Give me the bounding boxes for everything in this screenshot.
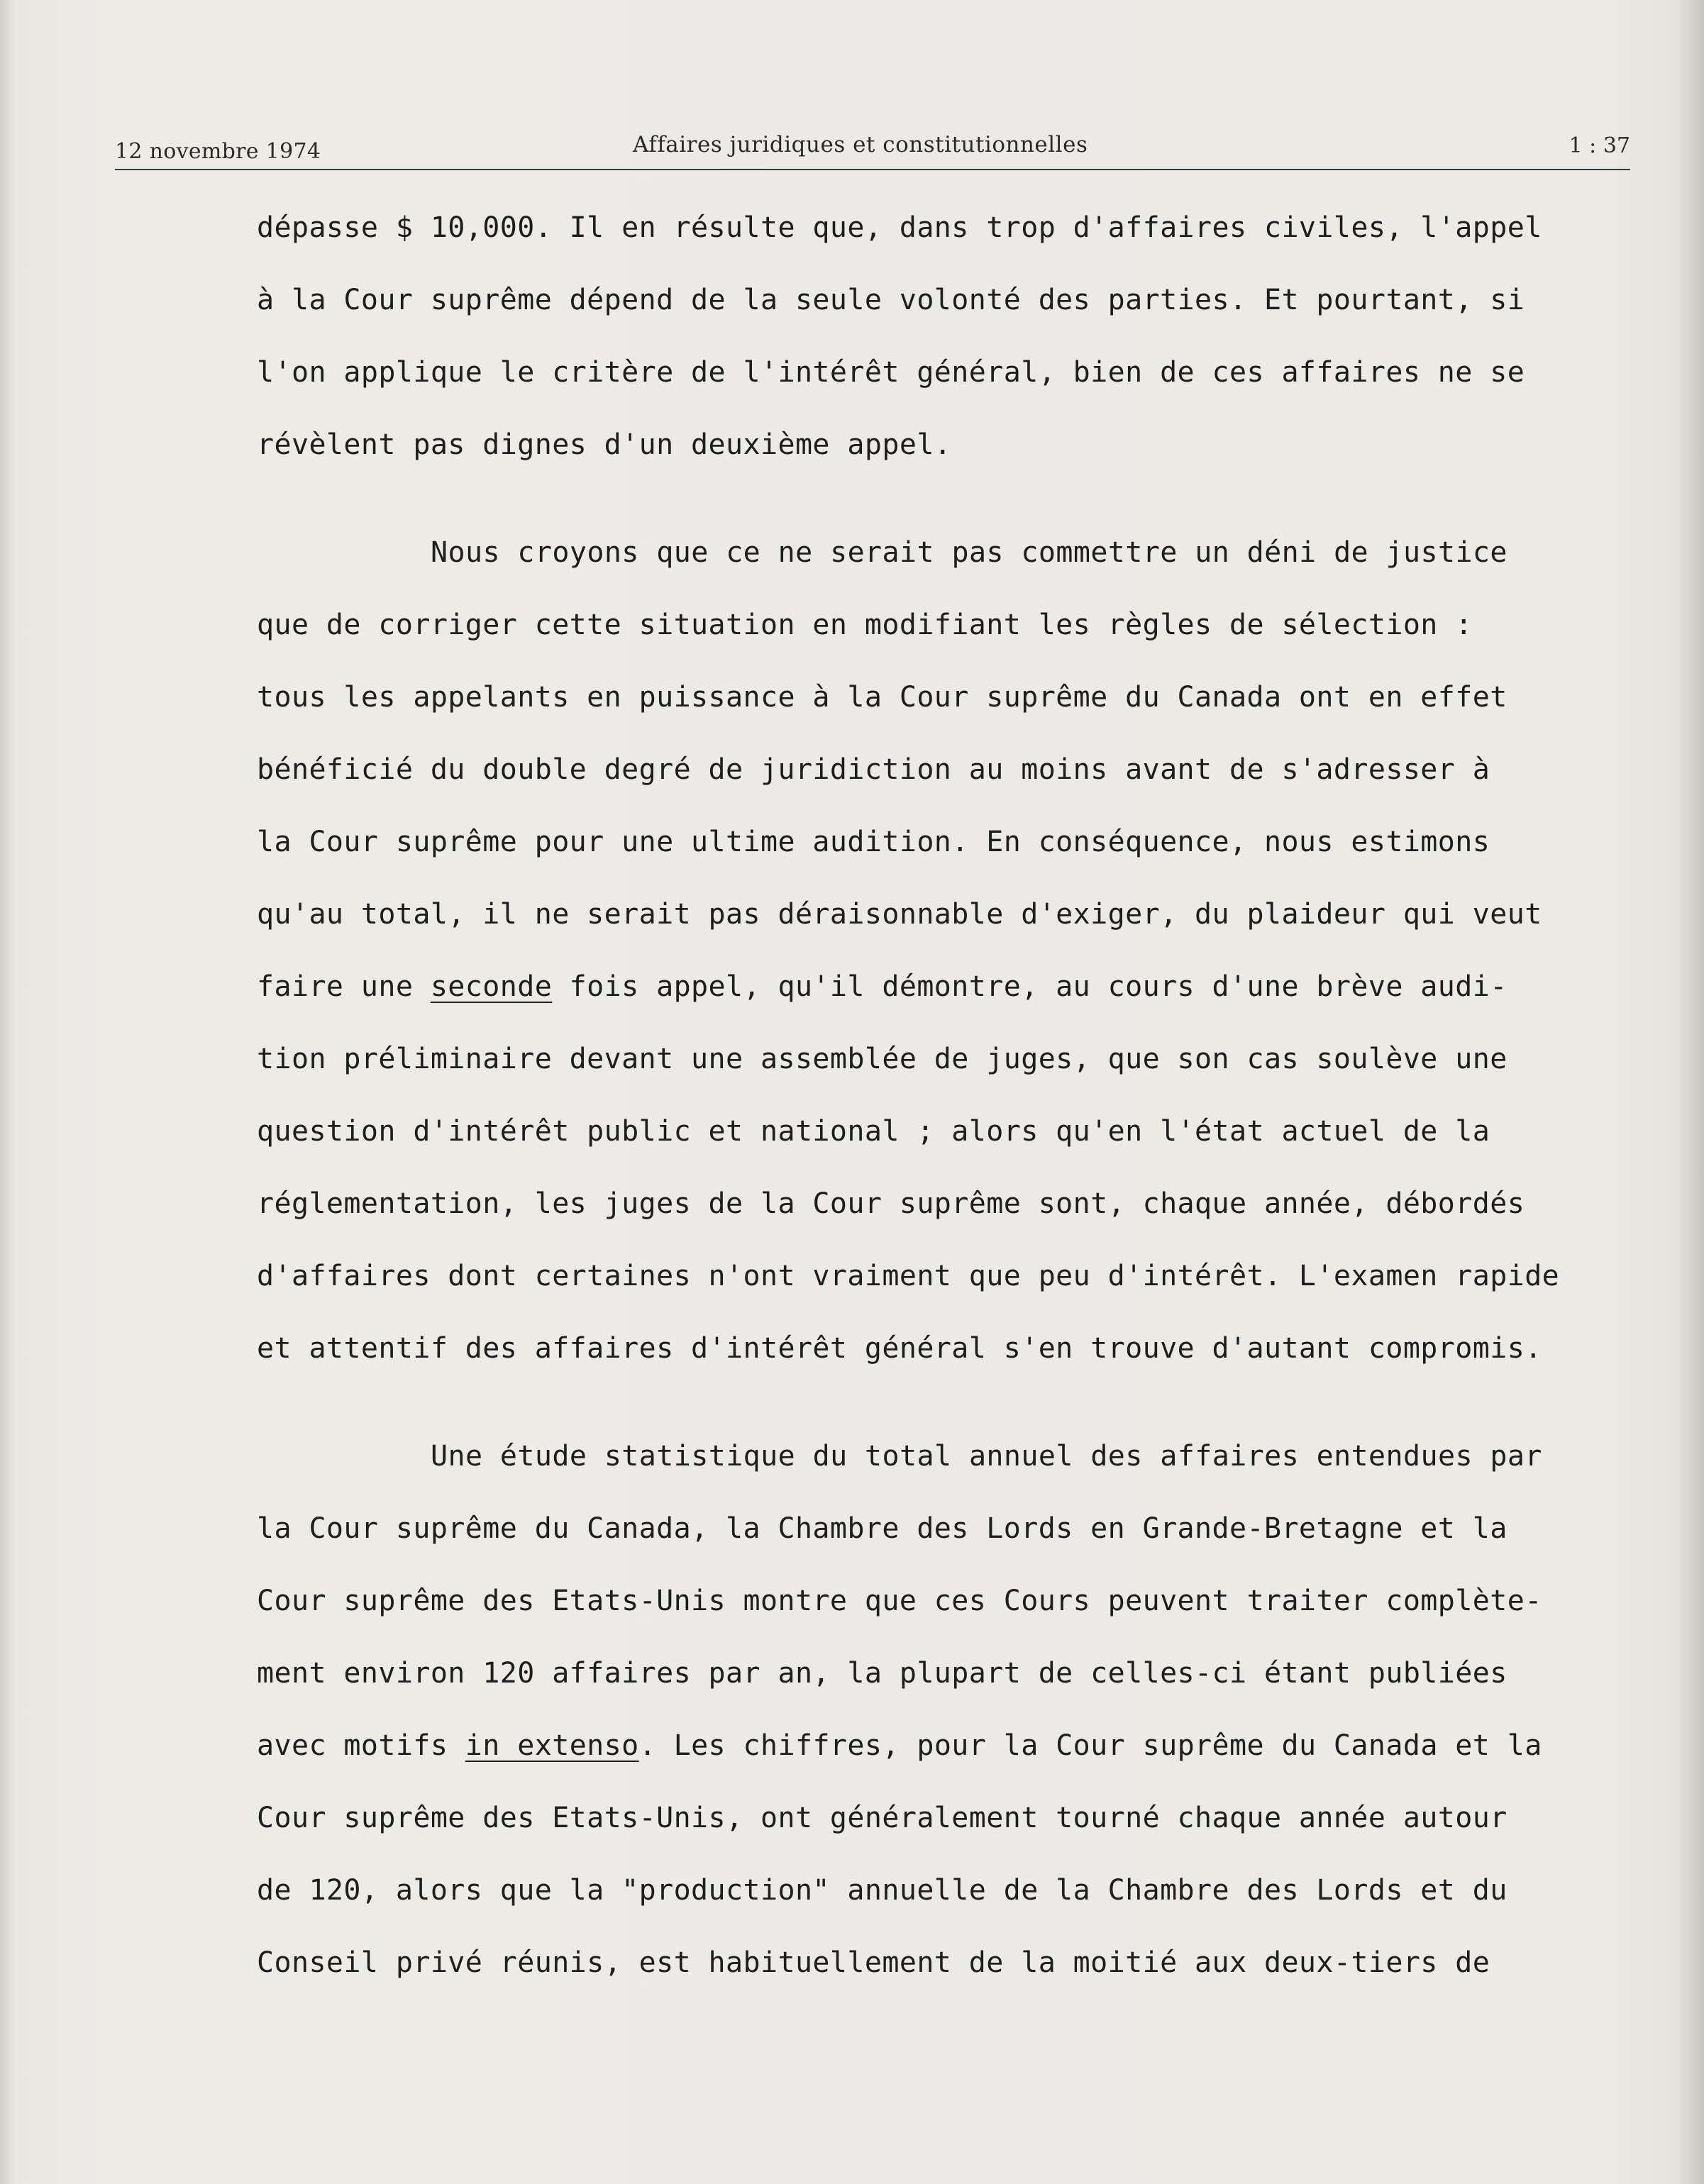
header-date: 12 novembre 1974 [115,139,321,164]
text-line [257,961,1605,1033]
text-line: et attentif des affaires d'intérêt général s'en trouve d'autant compromis. [257,1332,1542,1365]
text-line: Nous croyons que ce ne serait pas commettre un déni de justice [431,536,1507,569]
text-line: de 120, alors que la "production" annuelle de la Chambre des Lords et du [257,1874,1507,1907]
underlined-word: seconde [430,970,553,1003]
text-segment: avec motifs [257,1729,465,1762]
text-line: Cour suprême des Etats-Unis montre que ces Cours peuvent traiter complète- [257,1585,1542,1617]
text-line: Conseil privé réunis, est habituellement de la moitié aux deux-tiers de [257,1946,1490,1979]
header-rule [115,169,1630,170]
text-line: à la Cour suprême dépend de la seule volonté des parties. Et pourtant, si [257,284,1525,316]
text-line: d'affaires dont certaines n'ont vraiment que peu d'intérêt. L'examen rapide [257,1260,1560,1292]
text-line: Une étude statistique du total annuel des affaires entendues par [431,1440,1542,1473]
underlined-word: in extenso [465,1729,639,1762]
paragraph-gap [257,1395,1605,1431]
paragraph-1 [257,202,1605,492]
text-segment: fois appel, qu'il démontre, au cours d'une brève audi- [552,970,1507,1003]
text-line: ment environ 120 affaires par an, la plupart de celles-ci étant publiées [257,1657,1507,1690]
text-segment: faire une [257,970,431,1003]
text-line: dépasse $ 10,000. Il en résulte que, dans trop d'affaires civiles, l'appel [257,211,1542,244]
text-line: bénéficié du double degré de juridiction au moins avant de s'adresser à [257,753,1490,786]
page-header [115,128,1630,167]
body-text [257,202,1605,2010]
text-line: question d'intérêt public et national ; alors qu'en l'état actuel de la [257,1115,1490,1148]
text-line: Cour suprême des Etats-Unis, ont généralement tourné chaque année autour [257,1802,1507,1834]
text-line: réglementation, les juges de la Cour suprême sont, chaque année, débordés [257,1187,1525,1220]
paragraph-3 [257,1431,1605,2010]
header-page-number: 1 : 37 [1569,133,1630,158]
text-line: la Cour suprême du Canada, la Chambre des Lords en Grande-Bretagne et la [257,1512,1507,1545]
page-left-edge-shadow [0,0,16,2184]
text-line: révèlent pas dignes d'un deuxième appel. [257,428,952,461]
paragraph-gap [257,492,1605,527]
text-line: tion préliminaire devant une assemblée de juges, que son cas soulève une [257,1043,1507,1075]
text-line [257,1720,1605,1792]
paragraph-2 [257,527,1605,1395]
page-binding-shadow [1676,0,1704,2184]
text-line: l'on applique le critère de l'intérêt général, bien de ces affaires ne se [257,356,1525,389]
text-line: que de corriger cette situation en modifiant les règles de sélection : [257,609,1473,641]
text-line: tous les appelants en puissance à la Cour suprême du Canada ont en effet [257,681,1507,714]
header-title: Affaires juridiques et constitutionnelles [633,132,1088,157]
text-line: qu'au total, il ne serait pas déraisonnable d'exiger, du plaideur qui veut [257,898,1542,931]
text-line: la Cour suprême pour une ultime audition. En conséquence, nous estimons [257,826,1490,858]
text-segment: . Les chiffres, pour la Cour suprême du Canada et la [638,1729,1542,1762]
